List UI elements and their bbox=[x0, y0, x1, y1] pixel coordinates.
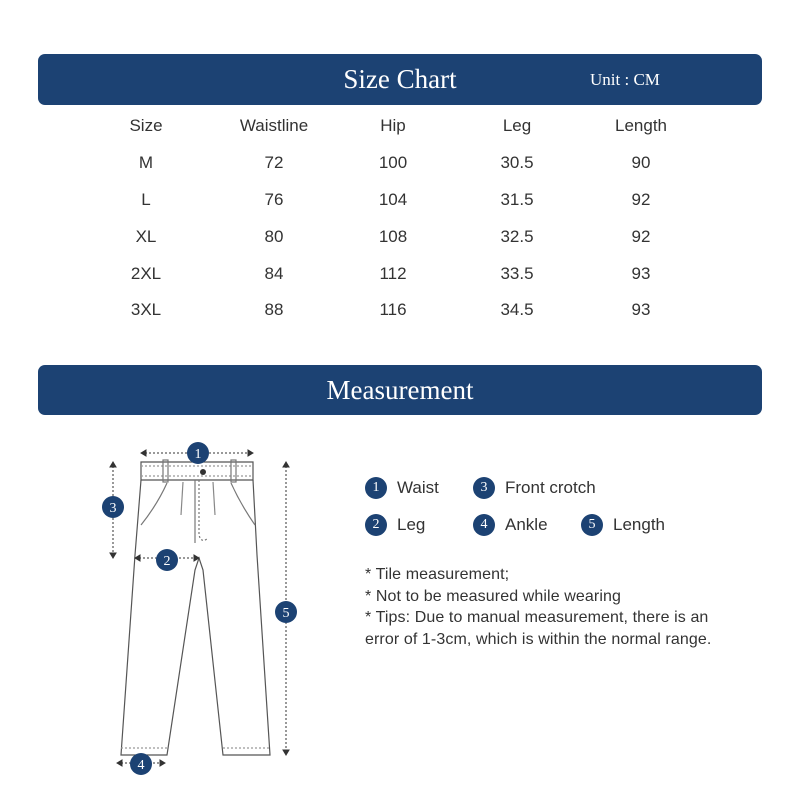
table-cell: 31.5 bbox=[500, 190, 534, 209]
table-cell: 100 bbox=[378, 153, 408, 172]
table-cell: 92 bbox=[631, 227, 651, 246]
table-cell: 72 bbox=[264, 153, 284, 172]
table-cell: 93 bbox=[631, 264, 651, 283]
table-cell: L bbox=[141, 190, 151, 209]
table-cell: 3XL bbox=[130, 300, 162, 319]
legend-badge: 5 bbox=[581, 514, 603, 536]
legend-leg bbox=[365, 514, 425, 536]
measurement-banner bbox=[38, 365, 762, 415]
measurement-title: Measurement bbox=[326, 375, 474, 405]
legend-badge: 2 bbox=[365, 514, 387, 536]
note-tile: * Tile measurement; bbox=[365, 566, 510, 583]
header-waistline: Waistline bbox=[239, 116, 309, 135]
legend-label: Leg bbox=[397, 515, 426, 534]
size-chart-banner bbox=[38, 54, 762, 105]
header-leg: Leg bbox=[502, 116, 532, 135]
unit-label: Unit : CM bbox=[590, 70, 660, 89]
size-chart-title: Size Chart bbox=[343, 64, 457, 94]
table-cell: 92 bbox=[631, 190, 651, 209]
table-cell: 104 bbox=[378, 190, 408, 209]
legend-ankle bbox=[473, 514, 548, 536]
table-cell: 2XL bbox=[130, 264, 162, 283]
table-cell: 76 bbox=[264, 190, 284, 209]
measurement-notes bbox=[365, 564, 745, 650]
table-cell: 112 bbox=[379, 264, 407, 283]
diagram-badge-2-label: 2 bbox=[163, 554, 171, 569]
table-cell: 32.5 bbox=[500, 227, 534, 246]
table-cell: 88 bbox=[264, 300, 284, 319]
legend-badge: 3 bbox=[473, 477, 495, 499]
pants-diagram bbox=[95, 435, 315, 780]
legend-label: Front crotch bbox=[505, 478, 596, 497]
header-length: Length bbox=[615, 116, 667, 135]
diagram-badge-4-label: 4 bbox=[137, 758, 145, 773]
legend-label: Ankle bbox=[505, 515, 548, 534]
legend-waist bbox=[365, 477, 439, 499]
header-size: Size bbox=[129, 116, 163, 135]
table-cell: 90 bbox=[631, 153, 651, 172]
note-tips: * Tips: Due to manual measurement, there is an error of 1-3cm, which is within the normal range. bbox=[365, 609, 712, 648]
table-cell: 30.5 bbox=[500, 153, 534, 172]
legend-label: Waist bbox=[397, 478, 439, 497]
note-not-wearing: * Not to be measured while wearing bbox=[365, 587, 621, 605]
table-cell: XL bbox=[135, 227, 157, 246]
header-hip: Hip bbox=[380, 116, 406, 135]
legend-length bbox=[581, 514, 665, 536]
legend-label: Length bbox=[613, 515, 665, 534]
table-cell: 108 bbox=[378, 227, 408, 246]
legend-badge: 4 bbox=[473, 514, 495, 536]
legend-badge: 1 bbox=[365, 477, 387, 499]
diagram-badge-5-label: 5 bbox=[282, 606, 290, 621]
table-cell: 33.5 bbox=[500, 264, 534, 283]
table-cell: 116 bbox=[379, 300, 407, 319]
table-cell: M bbox=[138, 153, 154, 172]
table-cell: 34.5 bbox=[500, 300, 534, 319]
diagram-badge-1-label: 1 bbox=[194, 447, 202, 462]
table-cell: 93 bbox=[631, 300, 651, 319]
legend-front-crotch bbox=[473, 477, 596, 499]
table-cell: 84 bbox=[264, 264, 284, 283]
diagram-badge-3-label: 3 bbox=[109, 501, 117, 516]
table-cell: 80 bbox=[264, 227, 284, 246]
